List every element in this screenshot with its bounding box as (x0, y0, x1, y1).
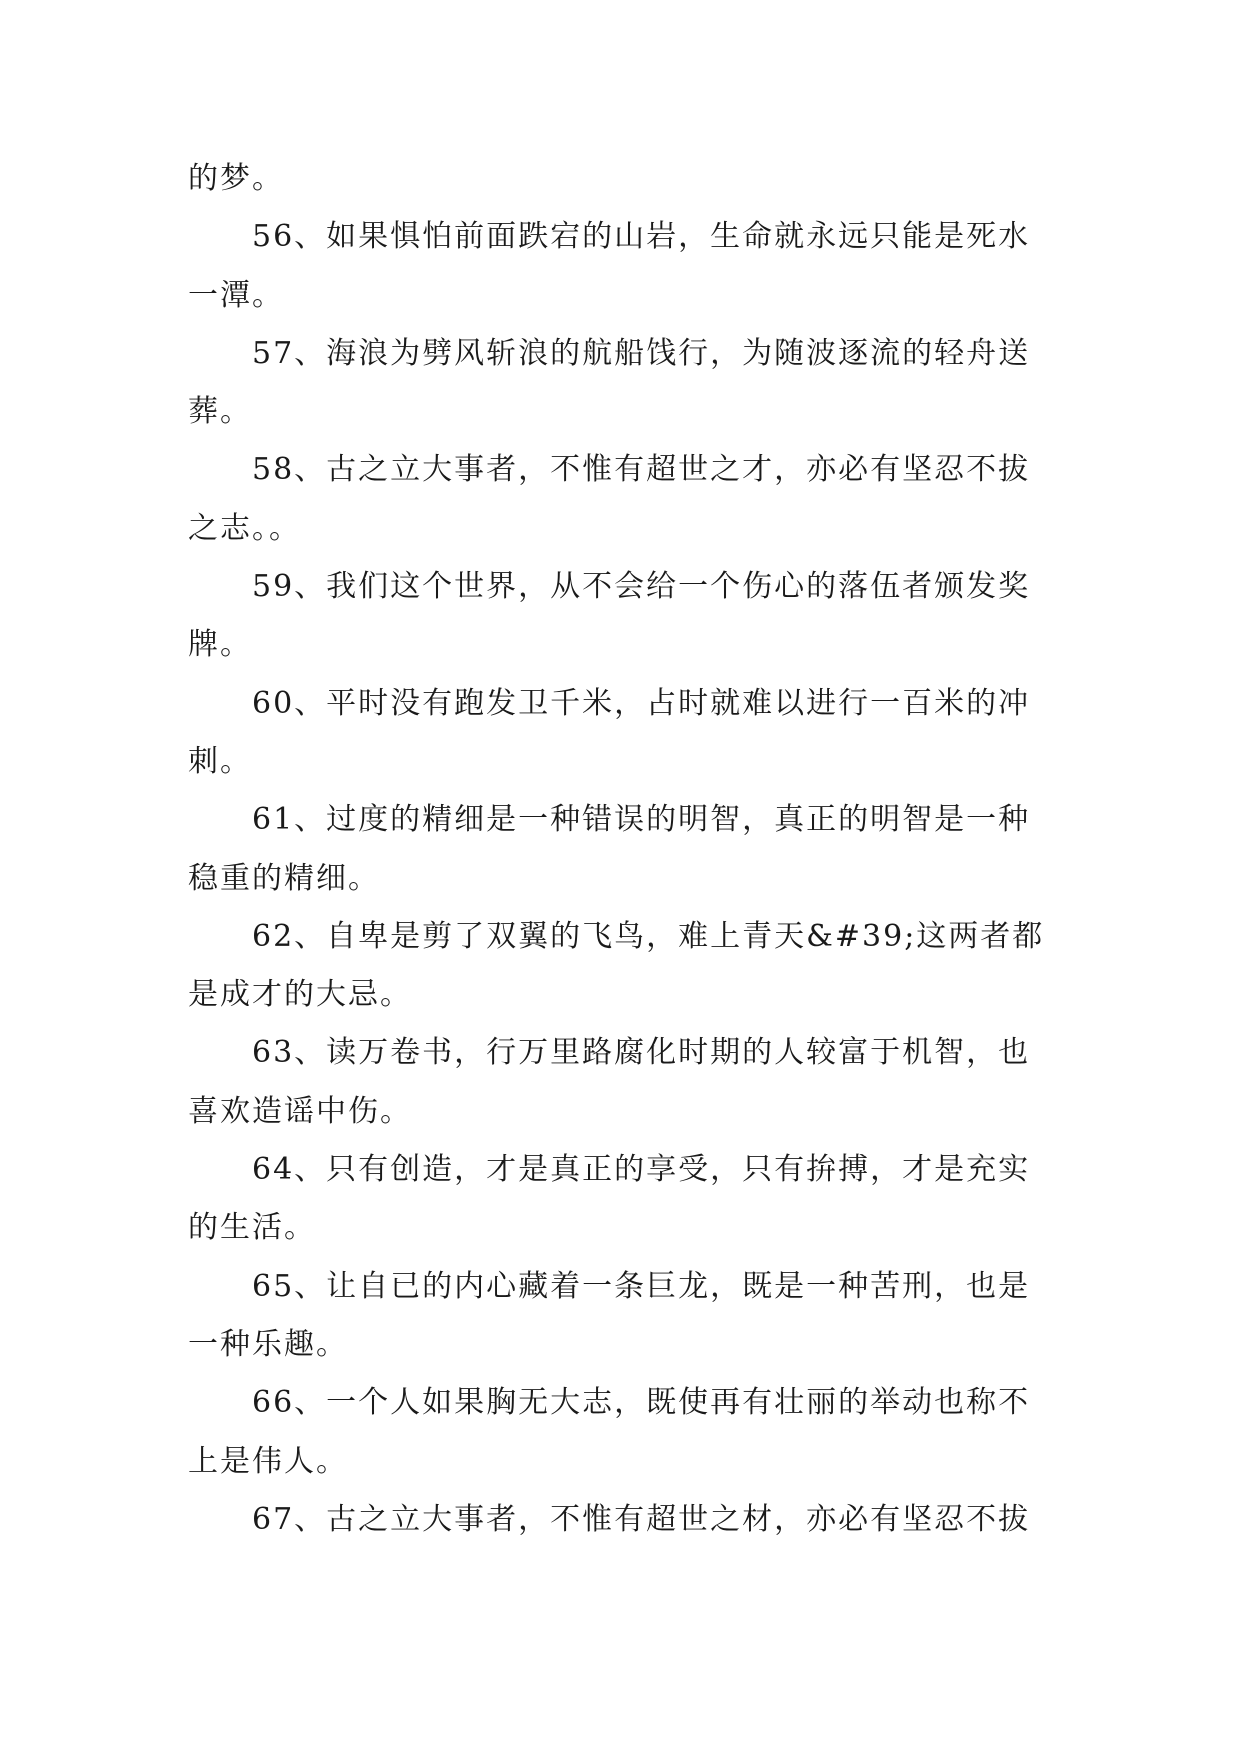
paragraph-continuation-line: 之志。。 (188, 510, 301, 546)
paragraph-first-line: 63、读万卷书，行万里路腐化时期的人较富于机智，也 (252, 1035, 1031, 1071)
paragraph-continuation-line: 的梦。 (188, 161, 284, 196)
paragraph-continuation-line: 上是伟人。 (188, 1443, 348, 1479)
paragraph-first-line: 59、我们这个世界，从不会给一个伤心的落伍者颁发奖 (252, 569, 1031, 605)
document-body (188, 150, 1058, 1549)
paragraph-first-line: 61、过度的精细是一种错误的明智，真正的明智是一种 (252, 802, 1031, 838)
paragraph-continuation-line: 是成才的大忌。 (188, 977, 412, 1013)
paragraph-first-line: 66、一个人如果胸无大志，既使再有壮丽的举动也称不 (252, 1385, 1031, 1421)
paragraph-first-line: 64、只有创造，才是真正的享受，只有拚搏，才是充实 (252, 1152, 1031, 1188)
paragraph-continuation-line: 牌。 (188, 627, 252, 663)
paragraph-continuation-line: 一潭。 (188, 277, 284, 313)
paragraph-continuation-line: 葬。 (188, 394, 252, 430)
paragraph-continuation-line: 一种乐趣。 (188, 1326, 348, 1362)
paragraph-continuation-line: 稳重的精细。 (188, 860, 380, 896)
paragraph-first-line: 57、海浪为劈风斩浪的航船饯行，为随波逐流的轻舟送 (252, 335, 1031, 371)
paragraph-first-line: 67、古之立大事者，不惟有超世之材，亦必有坚忍不拔 (252, 1501, 1031, 1537)
paragraph-first-line: 58、古之立大事者，不惟有超世之才，亦必有坚忍不拔 (252, 452, 1031, 488)
paragraph-first-line: 60、平时没有跑发卫千米，占时就难以进行一百米的冲 (252, 685, 1031, 721)
paragraph-first-line: 65、让自已的内心藏着一条巨龙，既是一种苦刑，也是 (252, 1268, 1031, 1304)
paragraph-first-line: 62、自卑是剪了双翼的飞鸟，难上青天&#39;这两者都 (252, 918, 1045, 954)
paragraph-continuation-line: 的生活。 (188, 1210, 316, 1246)
paragraph-continuation-line: 刺。 (188, 743, 252, 779)
paragraph-first-line: 56、如果惧怕前面跌宕的山岩，生命就永远只能是死水 (252, 219, 1031, 255)
paragraph-continuation-line: 喜欢造谣中伤。 (188, 1093, 412, 1129)
